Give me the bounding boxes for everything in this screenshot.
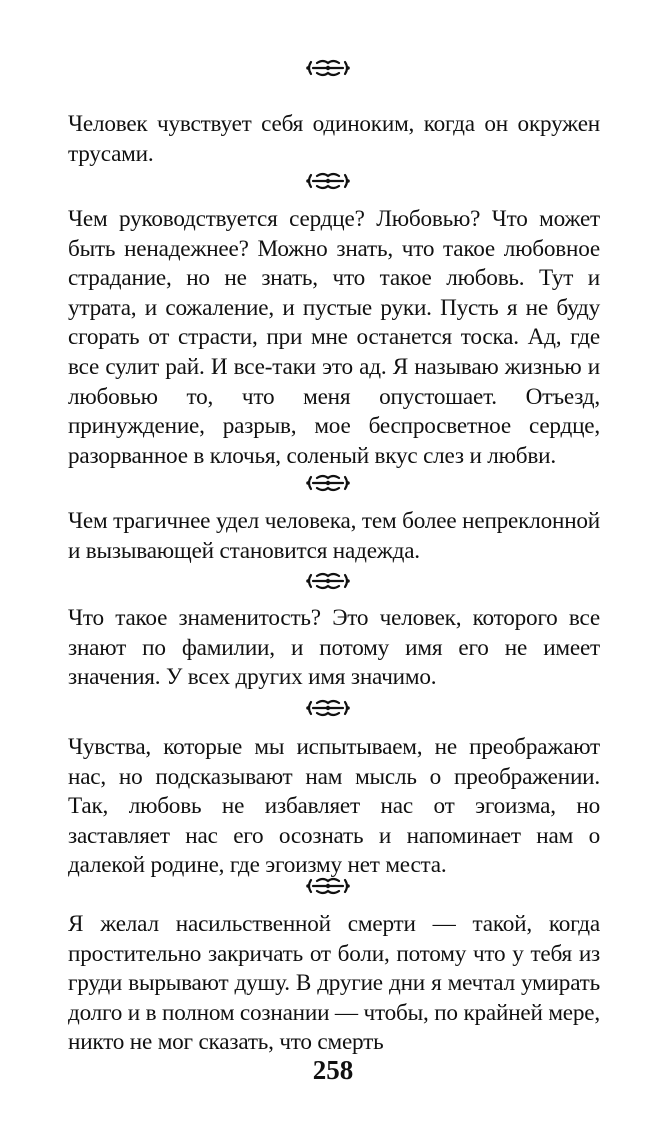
aphorism-paragraph: Человек чувствует себя одиноким, когда он окружен трусами. — [68, 111, 600, 167]
ornament-divider-icon — [305, 58, 351, 78]
aphorism-paragraph: Что такое знаменитость? Это человек, которого все знают по фамилии, и потому имя его не имеет значения. У всех других имя значимо. — [68, 605, 600, 691]
ornament-divider-icon — [305, 876, 351, 896]
aphorism-paragraph: Чувства, которые мы испытываем, не преображают нас, но подсказывают нам мысль о преображении. Так, любовь не избавляет нас от эгоизма, но заставляет нас его осознать и напоминает нам о далекой родине, где эгоизму нет места. — [68, 734, 600, 879]
ornament-divider-icon — [305, 698, 351, 718]
aphorism-paragraph: Я желал насильственной смерти — такой, когда простительно закричать от боли, потому что у тебя из груди вырывают душу. В другие дни я мечтал умирать долго и в полном сознании — чтобы, по крайней мере, никто не мог сказать, что смерть — [68, 911, 600, 1056]
aphorism-paragraph: Чем трагичнее удел человека, тем более непреклонной и вызывающей становится надежда. — [68, 508, 600, 564]
ornament-divider-icon — [305, 473, 351, 493]
page-number: 258 — [312, 1055, 354, 1085]
ornament-divider-icon — [305, 571, 351, 591]
ornament-divider-icon — [305, 171, 351, 191]
aphorism-paragraph: Чем руководствуется сердце? Любовью? Что может быть ненадежнее? Можно знать, что такое любовное страдание, но не знать, что такое любовь. Тут и утрата, и сожаление, и пустые руки. Пусть я не буду сгорать от страсти, при мне останется тоска. Ад, где все сулит рай. И все-таки это ад. Я называю жизнью и любовью то, что меня опустошает. Отъезд, принуждение, разрыв, мое беспросветное сердце, разорванное в клочья, соленый вкус слез и любви. — [68, 206, 600, 469]
